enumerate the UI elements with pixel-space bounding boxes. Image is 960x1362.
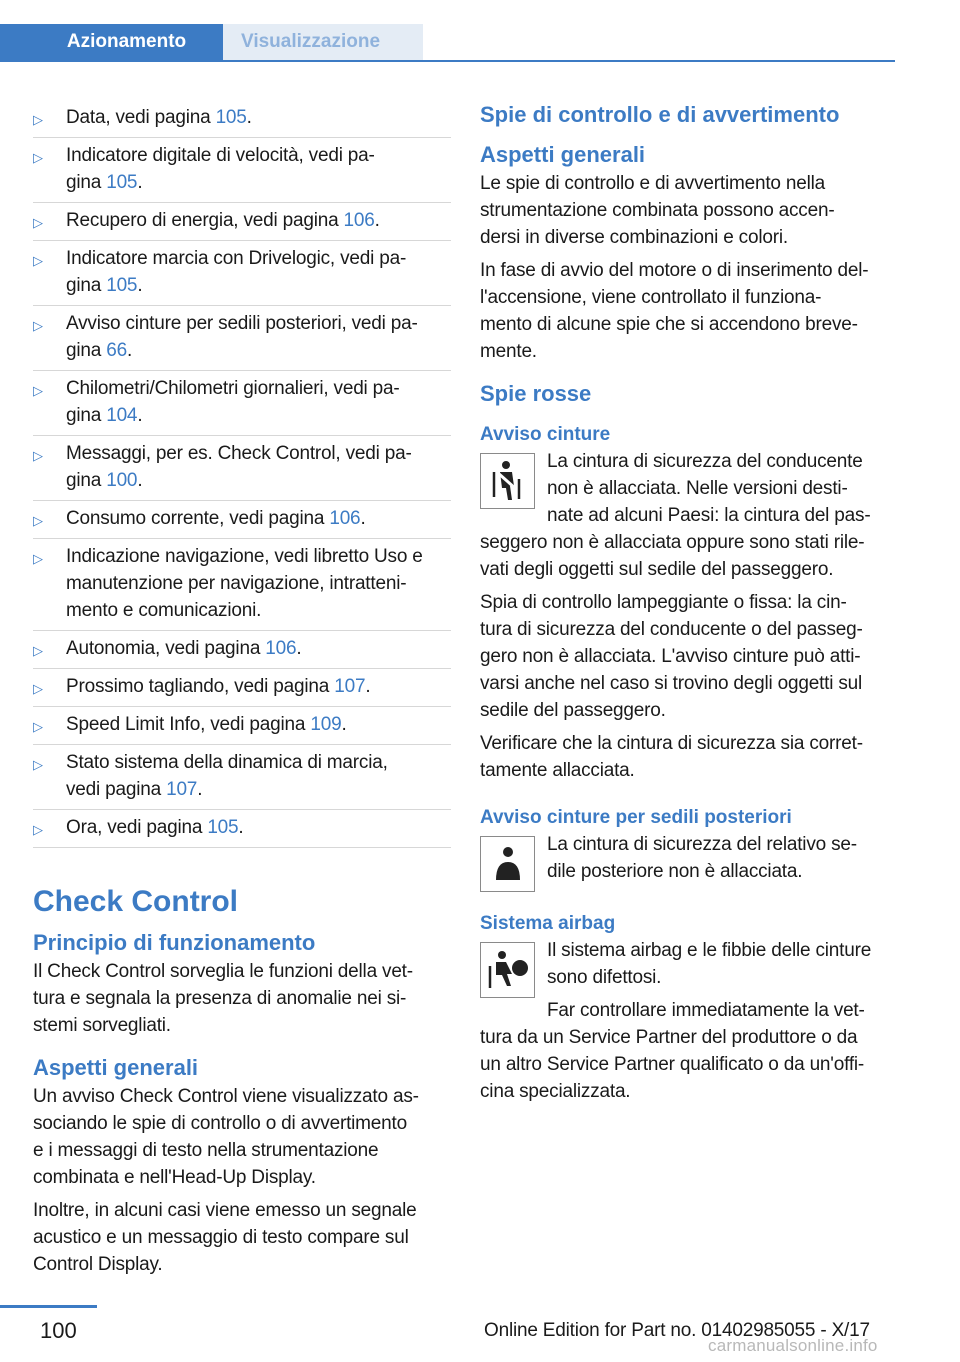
list-item-end: . [126,340,133,361]
page-ref-link[interactable]: 106 [343,210,375,231]
list-item [33,539,451,631]
list-item [33,745,451,810]
list-item [33,138,451,203]
page-ref-link[interactable]: 66 [106,340,127,361]
list-item-text: Consumo corrente, vedi pagina [66,508,330,529]
bullet-triangle-icon: ▷ [33,448,43,463]
bullet-triangle-icon: ▷ [33,551,43,566]
page-number: 100 [40,1318,77,1343]
bullet-triangle-icon: ▷ [33,681,43,696]
list-item-text: Autonomia, vedi pagina [66,638,266,659]
aspetti-text-right-2: In fase di avvio del motore o di inserimento del‐ l'accensione, viene controllato il funziona‐ mento di alcune spie che si accendono breve‐ mente. [480,260,869,362]
airbag-title: Sistema airbag [480,913,616,934]
list-item [33,707,451,745]
aspetti-title-right: Aspetti generali [480,142,646,167]
airbag-text-1: Il sistema airbag e le fibbie delle cinture sono difettosi. [547,940,872,988]
page-ref-link[interactable]: 106 [329,508,361,529]
page-ref-link[interactable]: 105 [106,172,138,193]
list-item [33,631,451,669]
list-item-text: Indicatore marcia con Drivelogic, vedi pa‐ gina [66,248,407,296]
airbag-text-2: Far controllare immediatamente la vet‐ tura da un Service Partner del produttore o da un altro Service Partner qualificato o da un'offi‐ cina specializzata. [480,1000,865,1102]
page-ref-link[interactable]: 107 [166,779,198,800]
list-item-end: . [137,172,143,193]
list-item [33,306,451,371]
edition-footer: Online Edition for Part no. 01402985055 - X/17 [484,1320,870,1341]
page-ref-link[interactable]: 109 [310,714,342,735]
list-item-end: . [246,107,252,128]
bullet-triangle-icon: ▷ [33,112,43,127]
bullet-list [33,100,451,848]
spie-title: Spie di controllo e di avvertimento [480,102,840,127]
list-item-end: . [365,676,371,697]
bullet-triangle-icon: ▷ [33,643,43,658]
list-item-end: . [374,210,380,231]
airbag-icon [480,942,535,998]
list-item-end: . [137,470,143,491]
list-item-text: Messaggi, per es. Check Control, vedi pa‐ gina [66,443,412,491]
principio-text: Il Check Control sorveglia le funzioni della vet‐ tura e segnala la presenza di anomalie nei si‐ stemi sorvegliati. [33,961,413,1036]
page-ref-link[interactable]: 107 [334,676,366,697]
bullet-triangle-icon: ▷ [33,513,43,528]
list-item-end: . [238,817,244,838]
airbag-block [480,937,898,1111]
list-item-text: Indicatore digitale di velocità, vedi pa‐ gina [66,145,375,193]
list-item-end: . [197,779,203,800]
aspetti-text-left-2: Inoltre, in alcuni casi viene emesso un segnale acustico e un messaggio di testo compare sul Control Display. [33,1200,417,1275]
list-item-text: Recupero di energia, vedi pagina [66,210,344,231]
bullet-triangle-icon: ▷ [33,383,43,398]
spie-rosse-title: Spie rosse [480,381,592,406]
list-item [33,241,451,306]
rear-seat-icon [480,836,535,892]
list-item [33,501,451,539]
avviso-cinture-block [480,448,898,589]
check-control-title: Check Control [33,885,239,918]
list-item-text: Stato sistema della dinamica di marcia, vedi pagina [66,752,388,800]
avviso-cinture-text-2: Spia di controllo lampeggiante o fissa: la cin‐ tura di sicurezza del conducente o del passeg‐ gero non è allacciata. L'avviso cinture può atti‐ varsi anche nel caso si trovino degli oggetti sul sedile del passeggero. [480,592,863,721]
page-ref-link[interactable]: 106 [265,638,297,659]
list-item-text: Avviso cinture per sedili posteriori, vedi pa‐ gina [66,313,418,361]
aspetti-text-left-1: Un avviso Check Control viene visualizzato as‐ sociando le spie di controllo o di avvertimento e i messaggi di testo nella strumentazione combinata e nell'Head-Up Display. [33,1086,419,1188]
page-ref-link[interactable]: 105 [106,275,138,296]
list-item [33,669,451,707]
list-item-end: . [137,275,143,296]
tab-azionamento[interactable]: Azionamento [0,24,223,60]
page-ref-link[interactable]: 105 [207,817,239,838]
avviso-cinture-title: Avviso cinture [480,424,611,445]
watermark: carmanualsonline.info [708,1336,878,1355]
posteriori-block [480,831,898,898]
list-item [33,203,451,241]
posteriori-text: La cintura di sicurezza del relativo se‐ dile posteriore non è allacciata. [547,834,857,882]
page-ref-link[interactable]: 100 [106,470,138,491]
list-item-end: . [341,714,347,735]
list-item-end: . [360,508,366,529]
bullet-triangle-icon: ▷ [33,719,43,734]
bullet-triangle-icon: ▷ [33,757,43,772]
bullet-triangle-icon: ▷ [33,822,43,837]
bullet-triangle-icon: ▷ [33,318,43,333]
list-item-text: Prossimo tagliando, vedi pagina [66,676,335,697]
list-item [33,371,451,436]
tab-visualizzazione[interactable]: Visualizzazione [223,24,423,60]
left-column [33,100,451,1284]
list-item-text: Indicazione navigazione, vedi libretto Uso e manutenzione per navigazione, intratteni‐ mento e comunicazioni. [66,546,423,621]
seatbelt-icon [480,453,535,509]
list-item [33,436,451,501]
bullet-triangle-icon: ▷ [33,253,43,268]
avviso-cinture-text-3: Verificare che la cintura di sicurezza sia corret‐ tamente allacciata. [480,733,863,781]
aspetti-title-left: Aspetti generali [33,1055,199,1080]
list-item-text: Ora, vedi pagina [66,817,208,838]
list-item-text: Data, vedi pagina [66,107,216,128]
posteriori-title: Avviso cinture per sedili posteriori [480,807,792,828]
page-header [0,24,895,62]
list-item-text: Speed Limit Info, vedi pagina [66,714,311,735]
principio-title: Principio di funzionamento [33,930,316,955]
bullet-triangle-icon: ▷ [33,215,43,230]
list-item-end: . [137,405,143,426]
list-item-text: Chilometri/Chilometri giornalieri, vedi pa‐ gina [66,378,400,426]
page-ref-link[interactable]: 104 [106,405,138,426]
list-item-end: . [296,638,302,659]
aspetti-text-right-1: Le spie di controllo e di avvertimento nella strumentazione combinata possono accen‐ dersi in diverse combinazioni e colori. [480,173,835,248]
list-item [33,100,451,138]
list-item [33,810,451,848]
right-column [480,100,898,1111]
page-number-rule [0,1305,97,1308]
page-ref-link[interactable]: 105 [215,107,247,128]
bullet-triangle-icon: ▷ [33,150,43,165]
avviso-cinture-text: La cintura di sicurezza del conducente non è allacciata. Nelle versioni desti‐ nate ad alcuni Paesi: la cintura del pas‐ seggero non è allacciata oppure sono stati rile‐ vati degli oggetti sul sedile del passeggero. [480,451,871,580]
